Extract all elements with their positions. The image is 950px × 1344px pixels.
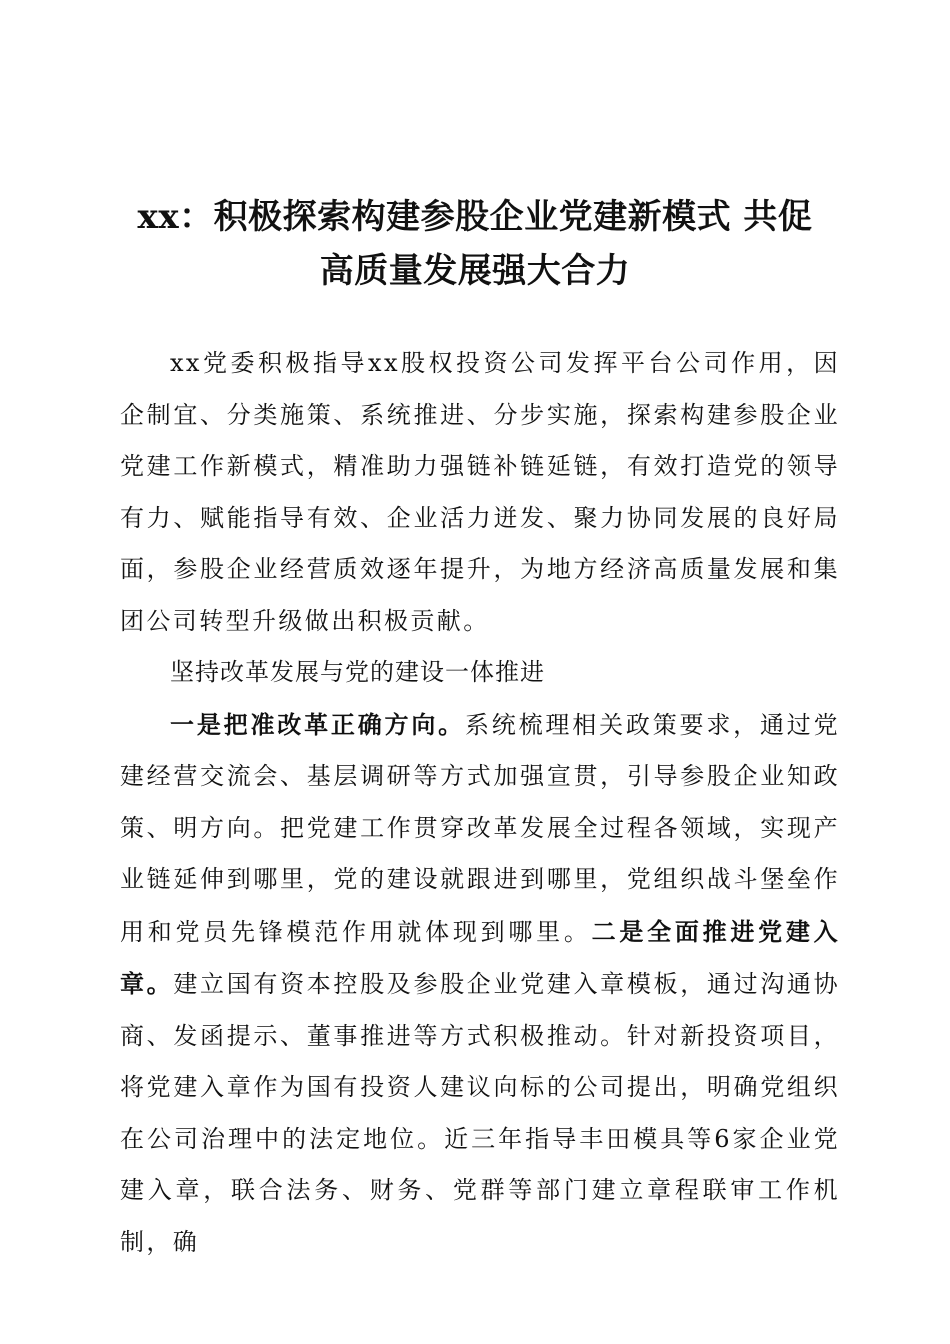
point-one-lead: 一是把准改革正确方向。	[170, 709, 465, 739]
intro-paragraph: xx党委积极指导xx股权投资公司发挥平台公司作用，因企制宜、分类施策、系统推进、分步实施，探索构建参股企业党建工作新模式，精准助力强链补链延链，有效打造党的领导有力、赋能指导有效、企业活力迸发、聚力协同发展的良好局面，参股企业经营质效逐年提升，为地方经济高质量发展和集团公司转型升级做出积极贡献。	[120, 349, 840, 635]
document-title	[110, 190, 840, 298]
title-line-2: 高质量发展强大合力	[319, 251, 631, 291]
title-line-1: xx：积极探索构建参股企业党建新模式 共促	[137, 197, 813, 237]
point-two-lead: 二是全面推进党建入章。	[120, 916, 840, 998]
reform-paragraph	[120, 699, 840, 1269]
section-heading: 坚持改革发展与党的建设一体推进	[170, 658, 545, 686]
point-two-text: 建立国有资本控股及参股企业党建入章模板，通过沟通协商、发函提示、董事推进等方式积极推动。针对新投资项目，将党建入章作为国有投资人建议向标的公司提出，明确党组织在公司治理中的法定地位。近三年指导丰田模具等6家企业党建入章，联合法务、财务、党群等部门建立章程联审工作机制，确	[120, 970, 840, 1256]
document-body	[120, 338, 840, 1268]
point-one-text: 系统梳理相关政策要求，通过党建经营交流会、基层调研等方式加强宣贯，引导参股企业知政策、明方向。把党建工作贯穿改革发展全过程各领域，实现产业链延伸到哪里，党的建设就跟进到哪里，党组织战斗堡垒作用和党员先锋模范作用就体现到哪里。	[120, 710, 840, 946]
